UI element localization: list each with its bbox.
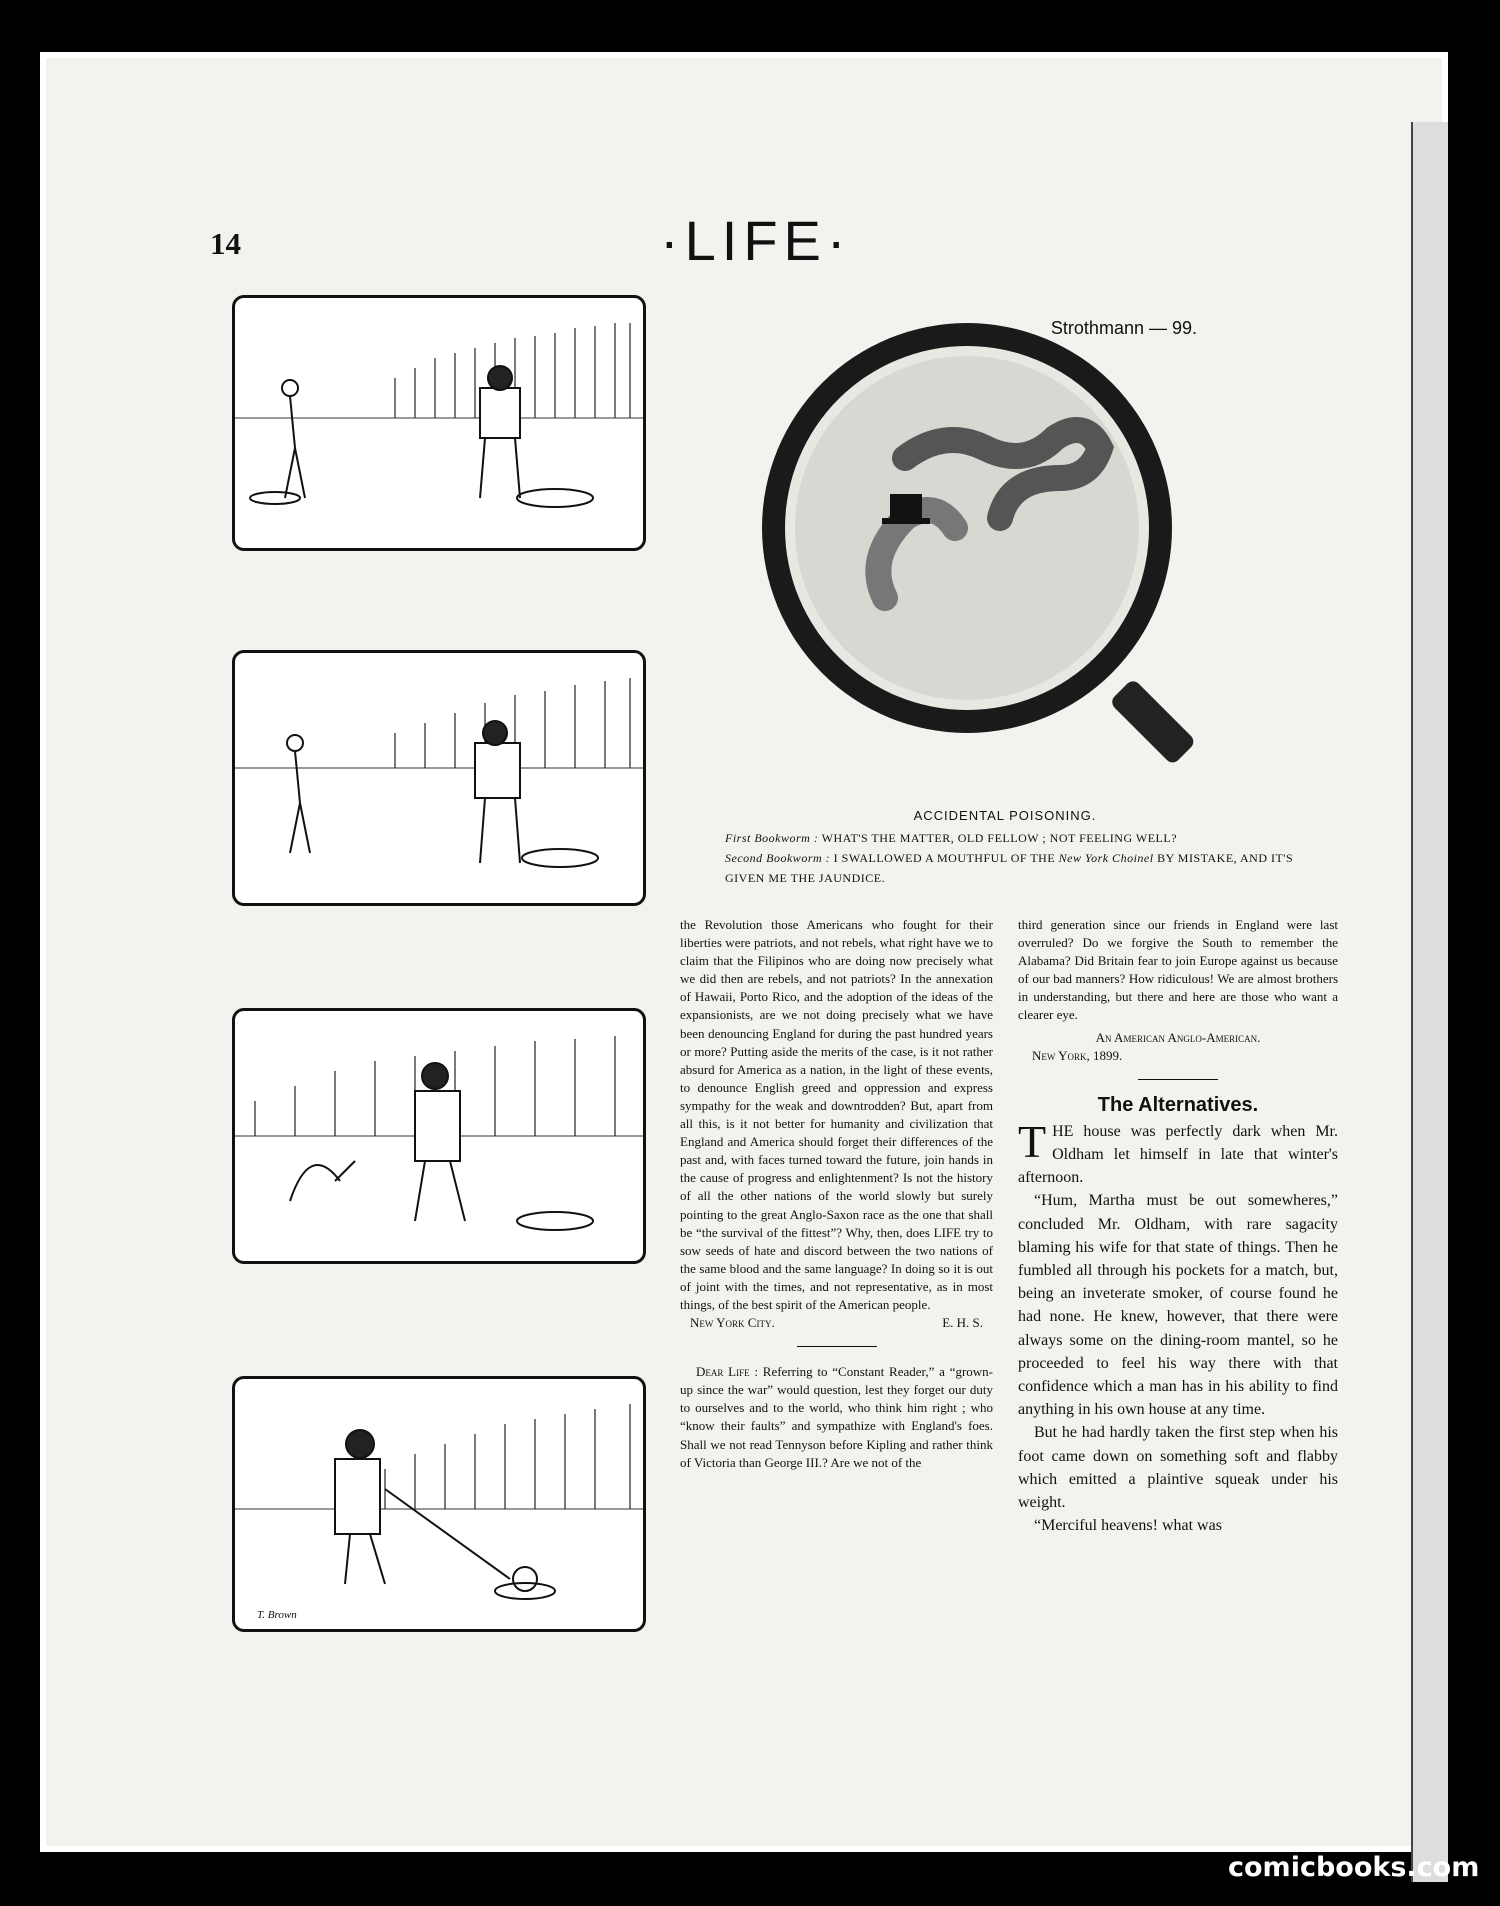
story-paragraph-2: “Hum, Martha must be out somewheres,” concluded Mr. Oldham, with rare sagacity blaming his wife for that state of things. Then he fumbled all through his pockets for a match, but, being an inveterate smoker, of course found he had none. He knew, however, that there were always some on the dining-room mantel, so he proceeded to feel his way there with that confidence which a man has in his ability to find anything in his own house at any time. — [1018, 1192, 1338, 1419]
masthead: ·LIFE· — [660, 209, 852, 272]
bookworm-illustration — [745, 298, 1225, 798]
second-bookworm-line-b: BY MISTAKE, AND IT'S GIVEN ME THE JAUNDICE. — [725, 851, 1294, 885]
magnifying-glass-cartoon — [745, 298, 1225, 798]
letter2-body-col2: third generation since our friends in England were last overruled? Do we forgive the South to remember the Alabama? Did Britain fear to join Europe against us because of our bad manners? How ridiculous! We are almost brothers in understanding, but there and here are those who want a clearer eye. — [1018, 917, 1338, 1023]
comic-panel-2 — [232, 650, 646, 906]
ice-fishing-illustration-3 — [235, 1011, 643, 1261]
story-dropcap: T — [1018, 1115, 1047, 1167]
ice-fishing-illustration-2 — [235, 653, 643, 903]
ice-fishing-illustration-4 — [235, 1379, 643, 1629]
letter2-salutation: Dear Life : — [696, 1364, 758, 1380]
second-bookworm-italic: New York Choinel — [1058, 851, 1154, 865]
second-bookworm-line-a: I SWALLOWED A MOUTHFUL OF THE — [833, 851, 1056, 865]
letter1-initials: E. H. S. — [942, 1315, 983, 1331]
story-body — [1018, 1115, 1338, 1538]
section-divider-2 — [1138, 1079, 1218, 1080]
letter2-signature: An American Anglo-American. — [1095, 1029, 1261, 1045]
cartoon-signature: Strothmann — 99. — [1050, 318, 1197, 338]
text-column-2 — [1018, 916, 1338, 1538]
section-divider — [797, 1346, 877, 1347]
story-paragraph-4: “Merciful heavens! what was — [1034, 1517, 1222, 1535]
comic-panel-3 — [232, 1008, 646, 1264]
comic-panel-1 — [232, 295, 646, 551]
story-title: The Alternatives. — [1097, 1093, 1259, 1116]
text-column-1 — [680, 916, 993, 1472]
page-number: 14 — [210, 226, 241, 261]
comic-panel-4 — [232, 1376, 646, 1632]
adjacent-page-edge — [1411, 122, 1448, 1882]
ice-fishing-illustration-1 — [235, 298, 643, 548]
letter1-place: New York City. — [690, 1315, 775, 1331]
story-paragraph-3: But he had hardly taken the first step when his foot came down on something soft and flabby which emitted a plaintive squeak under his weight. — [1018, 1424, 1338, 1512]
first-bookworm-line: WHAT'S THE MATTER, OLD FELLOW ; NOT FEELING WELL? — [821, 831, 1178, 845]
letter1-signature — [680, 1314, 993, 1332]
second-bookworm-speaker: Second Bookworm : — [725, 851, 831, 865]
letter2-place: New York, 1899. — [1032, 1047, 1123, 1063]
cartoon-caption — [705, 828, 1311, 888]
story-paragraph-1: HE house was perfectly dark when Mr. Oldham let himself in late that winter's afternoon. — [1018, 1122, 1338, 1187]
cartoon-title: ACCIDENTAL POISONING. — [913, 808, 1097, 823]
letter2-body-col1: Referring to “Constant Reader,” a “grown-up since the war” would question, lest they forget our duty to ourselves and to the world, who think him right ; who “know their faults” and sympathize with England's foes. Shall we not read Tennyson before Kipling and rather think of Victoria than George III.? Are we not of the — [680, 1364, 993, 1470]
cartoonist-signature: T. Brown — [257, 1609, 297, 1621]
watermark: comicbooks.com — [1228, 1852, 1480, 1883]
first-bookworm-speaker: First Bookworm : — [725, 831, 819, 845]
letter1-body: the Revolution those Americans who fought for their liberties were patriots, and not rebels, what right have we to claim that the Filipinos who are doing now precisely what we did then are rebels, and not patriots? In the annexation of Hawaii, Porto Rico, and the adoption of the ideas of the expansionists, are we not doing precisely what we have been denouncing England for during the past hundred years or more? Putting aside the merits of the case, is it not rather absurd for America as a nation, in the light of these events, to denounce English greed and oppression and express sympathy for the weak and downtrodden? But, apart from all this, is it not better for humanity and civilization that England and America should forget their differences of the past and, with faces turned toward the future, join hands in the cause of progress and enlightenment? Is not the history of all the other nations of the world slowly but surely pointing to the great Anglo-Saxon race as the one that shall be “the survival of the fittest”? Why, then, does LIFE try to sow seeds of hate and discord between the two nations of the same blood and the same language? In doing so it is out of joint with the times, and not representative, as in most things, of the best spirit of the American people. — [680, 917, 993, 1312]
